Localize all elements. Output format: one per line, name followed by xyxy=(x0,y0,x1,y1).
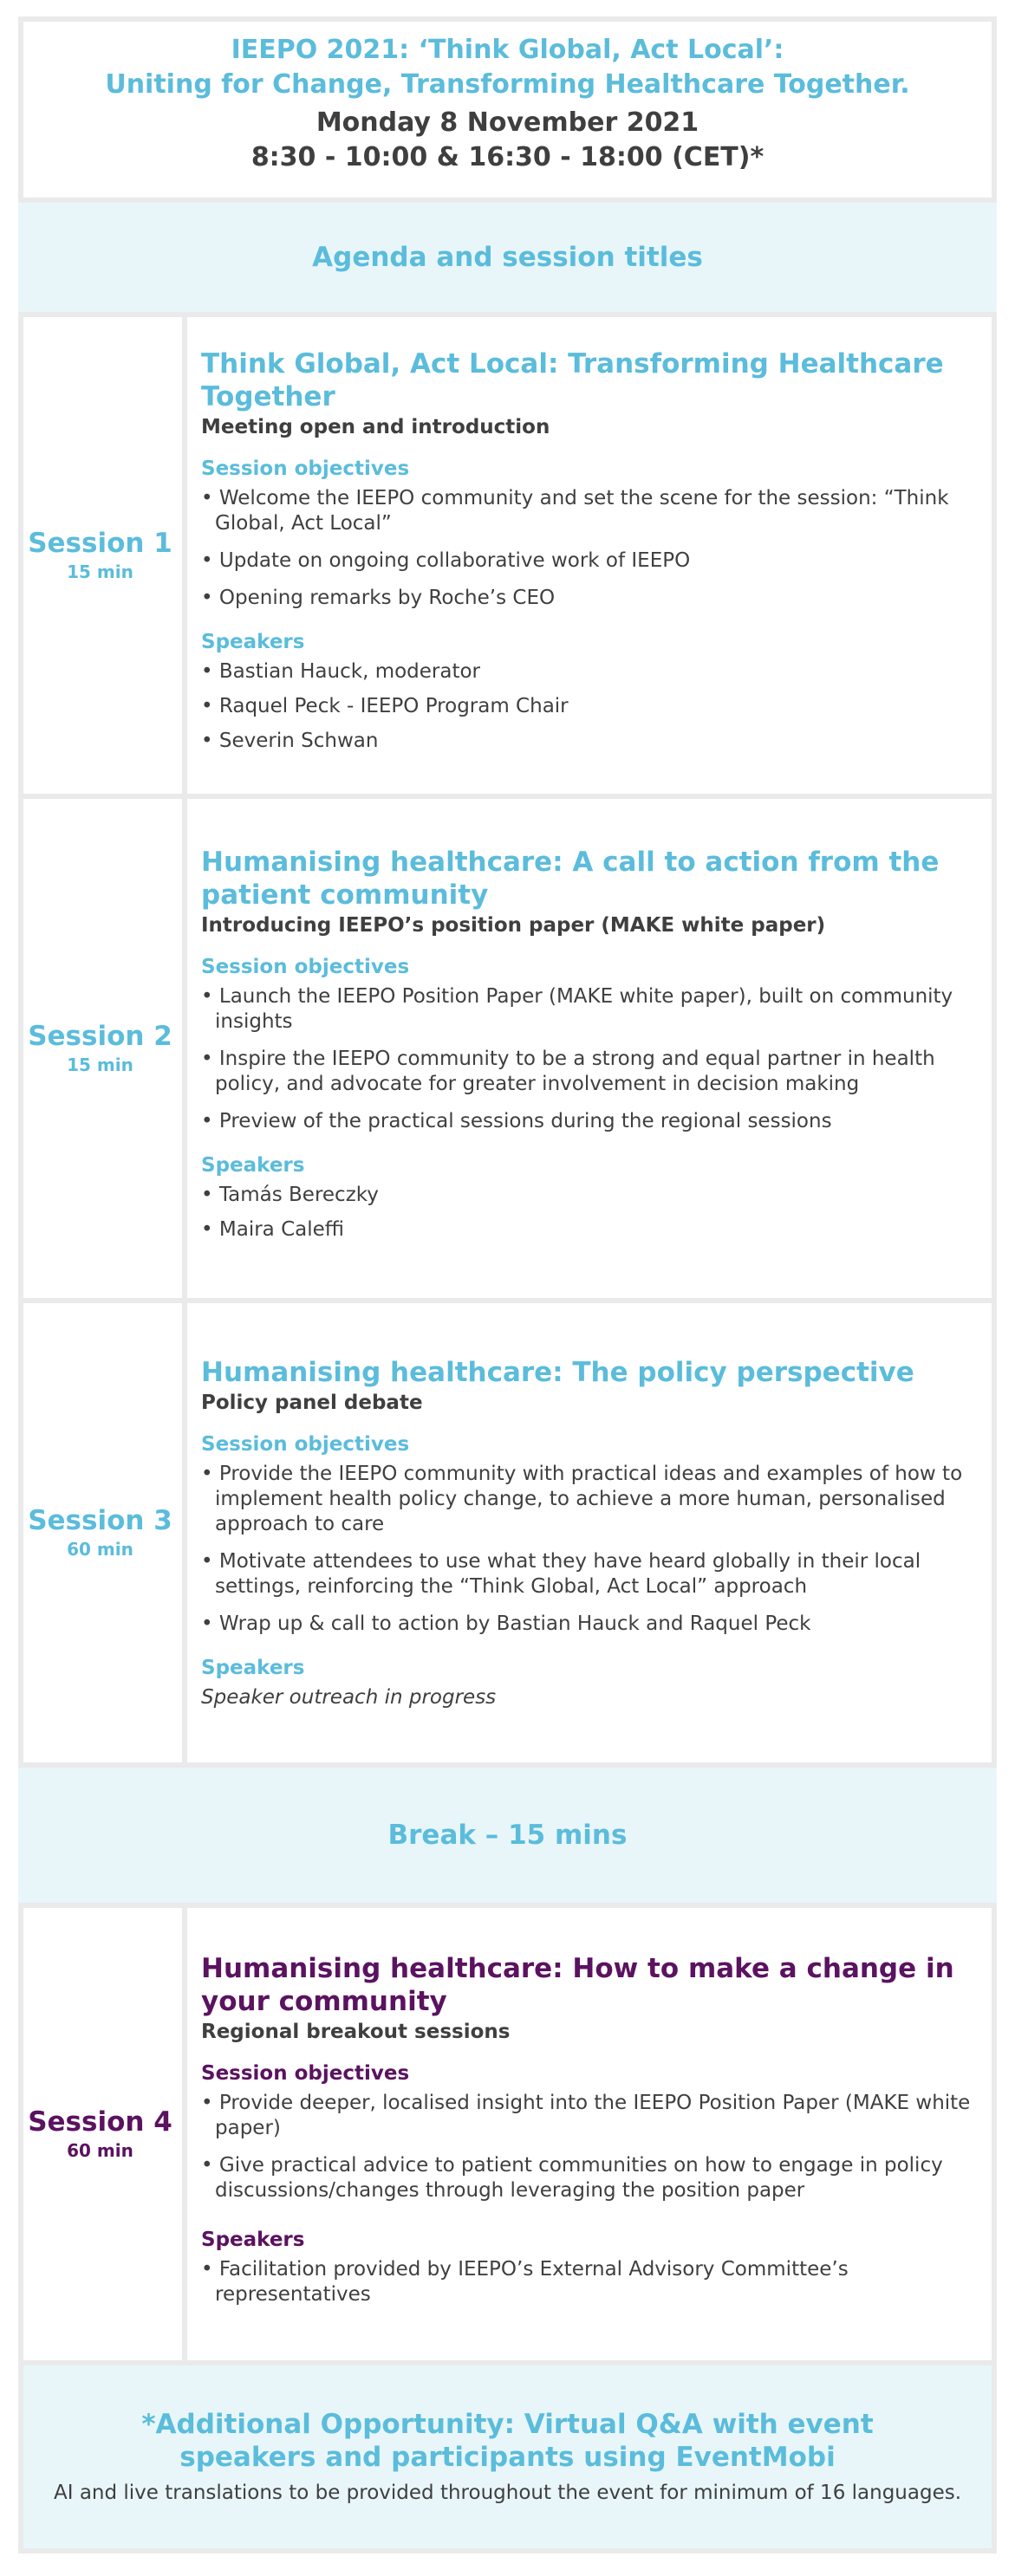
objective-item: • Inspire the IEEPO community to be a strong and equal partner in health policy, and advocate for greater involvement in decision making xyxy=(201,1047,988,1097)
session-subtitle: Policy panel debate xyxy=(201,1391,423,1414)
event-time: 8:30 - 10:00 & 16:30 - 18:00 (CET)* xyxy=(250,142,765,172)
agenda-band xyxy=(18,198,997,317)
additional-opportunity xyxy=(18,2365,997,2553)
agenda-band-title: Agenda and session titles xyxy=(312,242,703,273)
objectives-label: Session objectives xyxy=(201,457,410,480)
objective-item: • Welcome the IEEPO community and set the scene for the session: “Think Global, Act Local” xyxy=(201,486,988,536)
session-4 xyxy=(18,1908,997,2365)
session-2-label xyxy=(18,799,187,1298)
session-2-details xyxy=(187,799,997,1298)
objectives-label: Session objectives xyxy=(201,955,410,978)
objective-item: • Preview of the practical sessions during the regional sessions xyxy=(201,1109,988,1134)
session-1-details xyxy=(187,317,997,794)
session-title: Humanising healthcare: The policy perspective xyxy=(201,1356,914,1388)
additional-opportunity-title: *Additional Opportunity: Virtual Q&A with event speakers and participants using EventMobi xyxy=(141,2408,874,2473)
session-1 xyxy=(18,317,997,799)
session-number: Session 1 xyxy=(28,528,172,559)
session-3 xyxy=(18,1303,997,1762)
speaker-item: • Bastian Hauck, moderator xyxy=(201,659,988,685)
translation-note: AI and live translations to be provided throughout the event for minimum of 16 languages. xyxy=(53,2481,962,2504)
objective-item: • Launch the IEEPO Position Paper (MAKE white paper), built on community insights xyxy=(201,984,988,1035)
session-subtitle: Meeting open and introduction xyxy=(201,416,550,438)
break-band xyxy=(18,1762,997,1908)
objective-item: • Wrap up & call to action by Bastian Hauck and Raquel Peck xyxy=(201,1612,988,1637)
session-3-details xyxy=(187,1303,997,1762)
speaker-item: • Maira Caleffi xyxy=(201,1217,988,1243)
speaker-outreach-note: Speaker outreach in progress xyxy=(201,1685,497,1709)
break-band-title: Break – 15 mins xyxy=(387,1820,628,1851)
objectives-label: Session objectives xyxy=(201,1432,410,1456)
session-title: Think Global, Act Local: Transforming Healthcare Together xyxy=(201,348,944,412)
objective-item: • Provide deeper, localised insight into the IEEPO Position Paper (MAKE white paper) xyxy=(201,2091,988,2141)
session-title: Humanising healthcare: How to make a change in your community xyxy=(201,1952,954,2017)
session-number: Session 3 xyxy=(28,1505,172,1536)
event-title-line2: Uniting for Change, Transforming Healthcare Together. xyxy=(105,69,910,100)
objective-item: • Opening remarks by Roche’s CEO xyxy=(201,586,988,611)
session-duration: 60 min xyxy=(67,1539,133,1560)
event-date: Monday 8 November 2021 xyxy=(316,107,699,138)
page-header xyxy=(18,33,997,175)
session-duration: 15 min xyxy=(67,561,133,582)
speaker-item: • Raquel Peck - IEEPO Program Chair xyxy=(201,694,988,719)
session-subtitle: Regional breakout sessions xyxy=(201,2020,511,2043)
objective-item: • Give practical advice to patient communities on how to engage in policy discussions/changes through leveraging the position paper xyxy=(201,2153,988,2203)
session-number: Session 4 xyxy=(28,2106,172,2138)
session-subtitle: Introducing IEEPO’s position paper (MAKE white paper) xyxy=(201,913,826,937)
objective-item: • Provide the IEEPO community with practical ideas and examples of how to implement health policy change, to achieve a more human, personalised approach to care xyxy=(201,1462,988,1537)
speakers-label: Speakers xyxy=(201,1656,305,1679)
objective-item: • Update on ongoing collaborative work of IEEPO xyxy=(201,548,988,574)
objective-item: • Motivate attendees to use what they have heard globally in their local settings, reinforcing the “Think Global, Act Local” approach xyxy=(201,1549,988,1599)
speakers-label: Speakers xyxy=(201,2228,305,2251)
session-title: Humanising healthcare: A call to action from the patient community xyxy=(201,846,940,911)
session-1-label xyxy=(18,317,187,794)
session-duration: 15 min xyxy=(67,1054,133,1075)
session-3-label xyxy=(18,1303,187,1762)
speakers-label: Speakers xyxy=(201,631,305,653)
objectives-label: Session objectives xyxy=(201,2061,410,2085)
session-duration: 60 min xyxy=(67,2140,133,2161)
speaker-item: • Facilitation provided by IEEPO’s External Advisory Committee’s representatives xyxy=(201,2257,988,2307)
speaker-item: • Tamás Bereczky xyxy=(201,1183,988,1208)
session-4-label xyxy=(18,1908,187,2360)
session-2 xyxy=(18,799,997,1303)
speaker-item: • Severin Schwan xyxy=(201,729,988,754)
session-number: Session 2 xyxy=(28,1021,172,1052)
event-title-line1: IEEPO 2021: ‘Think Global, Act Local’: xyxy=(231,35,784,65)
session-4-details xyxy=(187,1908,997,2360)
speakers-label: Speakers xyxy=(201,1153,305,1177)
